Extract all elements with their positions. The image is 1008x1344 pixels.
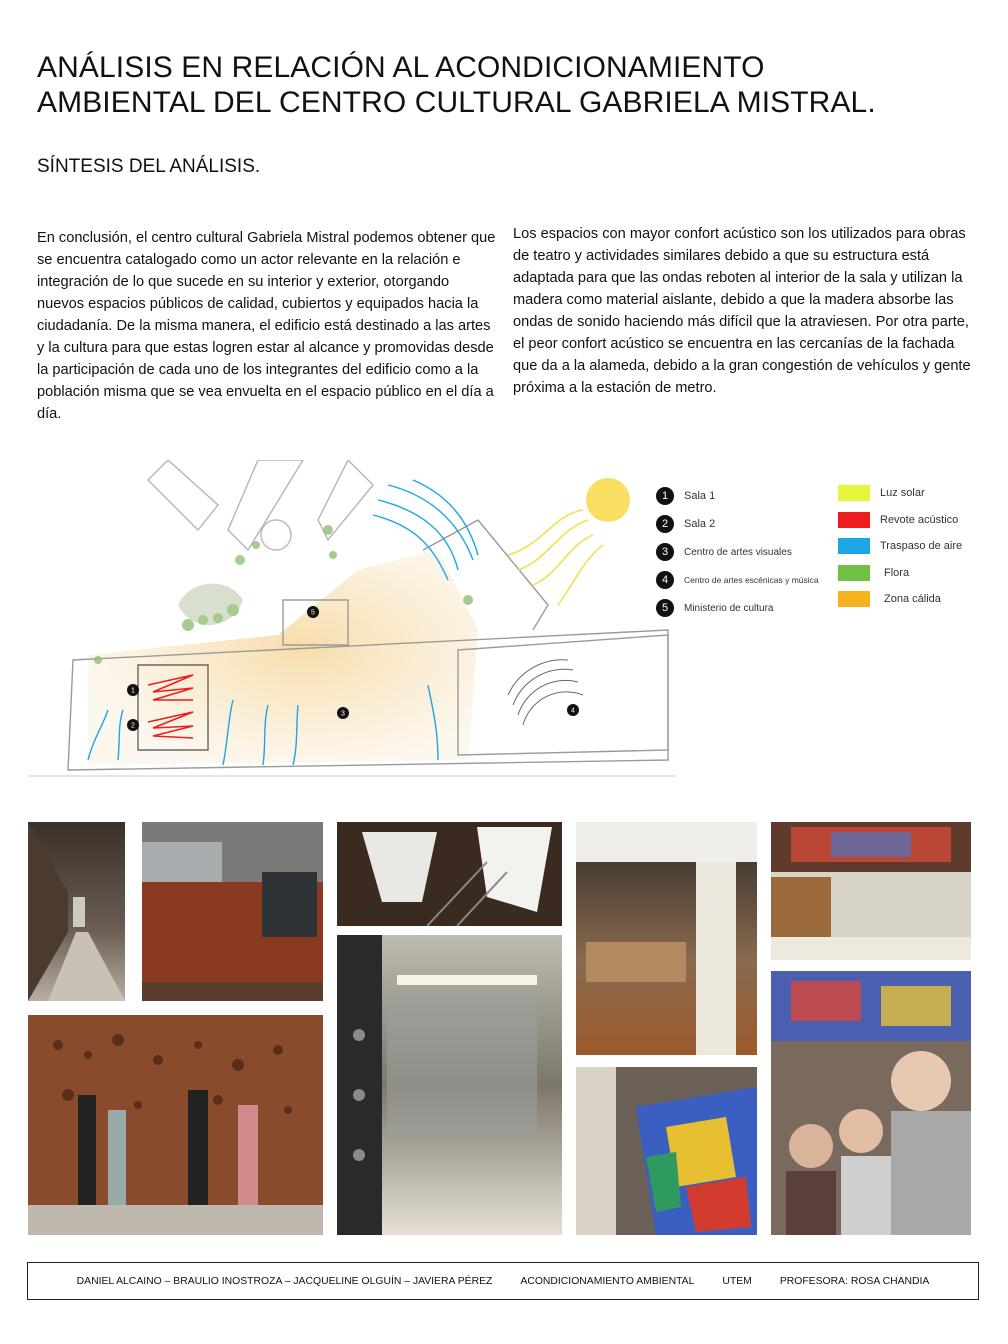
footer-credits [27,1262,979,1300]
photo-skylights [337,822,562,926]
color-swatch [838,538,870,554]
conclusion-paragraph: En conclusión, el centro cultural Gabriela Mistral podemos obtener que se encuentra catalogado como un actor relevante en la relación e integración de lo que sucede en su interior y exterior, otorgando nuevos espacios públicos de calidad, cubiertos y equipados hacia la ciudadanía. De la misma manera, el edificio está destinado a las artes y la cultura para que estas logren estar al alcance y promovidas desde la participación de cada uno de los integrantes del edificio como a la población misma que se vea envuelta en el espacio público en el día a día. [37,230,496,422]
color-swatch [838,565,870,581]
room-number-badge: 1 [656,487,674,505]
footer-authors: DANIEL ALCAINO – BRAULIO INOSTROZA – JACQUELINE OLGUÍN – JAVIERA PÉREZ [76,1275,493,1287]
footer-university: UTEM [722,1275,752,1287]
svg-text:3: 3 [341,710,345,718]
color-swatch [838,485,870,501]
warm-zone [88,550,478,765]
room-legend-item [656,538,836,566]
color-swatch [838,591,870,607]
color-legend-item [838,586,988,613]
room-legend-item [656,510,836,538]
photo-gallery-column [576,822,757,1055]
room-number-badge: 2 [656,515,674,533]
color-label: Traspaso de aire [880,540,963,553]
room-legend-item [656,594,836,622]
photo-facade [142,822,323,1001]
sun-icon [586,478,630,522]
room-label: Centro de artes visuales [684,546,792,558]
subtitle: SÍNTESIS DEL ANÁLISIS. [37,156,261,177]
color-legend-item [838,560,988,587]
floor-plan-diagram [28,460,680,780]
room-label: Sala 2 [684,518,716,530]
room-number-badge: 5 [656,599,674,617]
color-legend-item [838,480,988,507]
footer-course: ACONDICIONAMIENTO AMBIENTAL [520,1275,695,1287]
color-label: Flora [884,566,910,579]
room-legend-item [656,482,836,510]
photo-glass-hall [337,935,562,1235]
page-title [37,50,977,120]
color-legend-item [838,533,988,560]
room-label: Ministerio de cultura [684,602,774,614]
room-number-badge: 3 [656,543,674,561]
svg-text:5: 5 [311,609,315,617]
acoustic-paragraph: Los espacios con mayor confort acústico son los utilizados para obras de teatro y actividades similares debido a que su estructura está adaptada para que las ondas reboten al interior de la sala y utilizan la madera como material aislante, debido a que la madera absorbe las ondas de sonido haciendo más difícil que la atraviesen. Por otra parte, el peor confort acústico se encuentra en las cercanías de la fachada que da a la alameda, debido a la gran congestión de vehículos y gente próxima a la estación de metro. [513,226,971,396]
color-label: Zona cálida [884,593,941,606]
photo-selfie-group [771,971,971,1235]
photo-stained-glass-ceiling [576,1067,757,1235]
color-swatch [838,512,870,528]
svg-text:2: 2 [131,722,135,730]
color-label: Revote acústico [880,513,959,526]
room-legend [656,482,836,622]
room-label: Centro de artes escénicas y música [684,575,819,585]
photo-corridor [28,822,125,1001]
color-legend [838,480,988,613]
footer-professor: PROFESORA: ROSA CHANDIA [779,1275,930,1287]
svg-text:1: 1 [131,687,135,695]
color-legend-item [838,507,988,534]
svg-text:4: 4 [571,707,575,715]
room-legend-item [656,566,836,594]
photo-perforated-wall-group [28,1015,323,1235]
color-label: Luz solar [880,487,925,500]
room-number-badge: 4 [656,571,674,589]
photo-stained-glass-hall [771,822,971,960]
title-line-1: ANÁLISIS EN RELACIÓN AL ACONDICIONAMIENTO [37,51,765,84]
title-line-2: AMBIENTAL DEL CENTRO CULTURAL GABRIELA MISTRAL. [37,86,876,119]
room-label: Sala 1 [684,490,716,502]
sunlight-rays [508,510,603,605]
